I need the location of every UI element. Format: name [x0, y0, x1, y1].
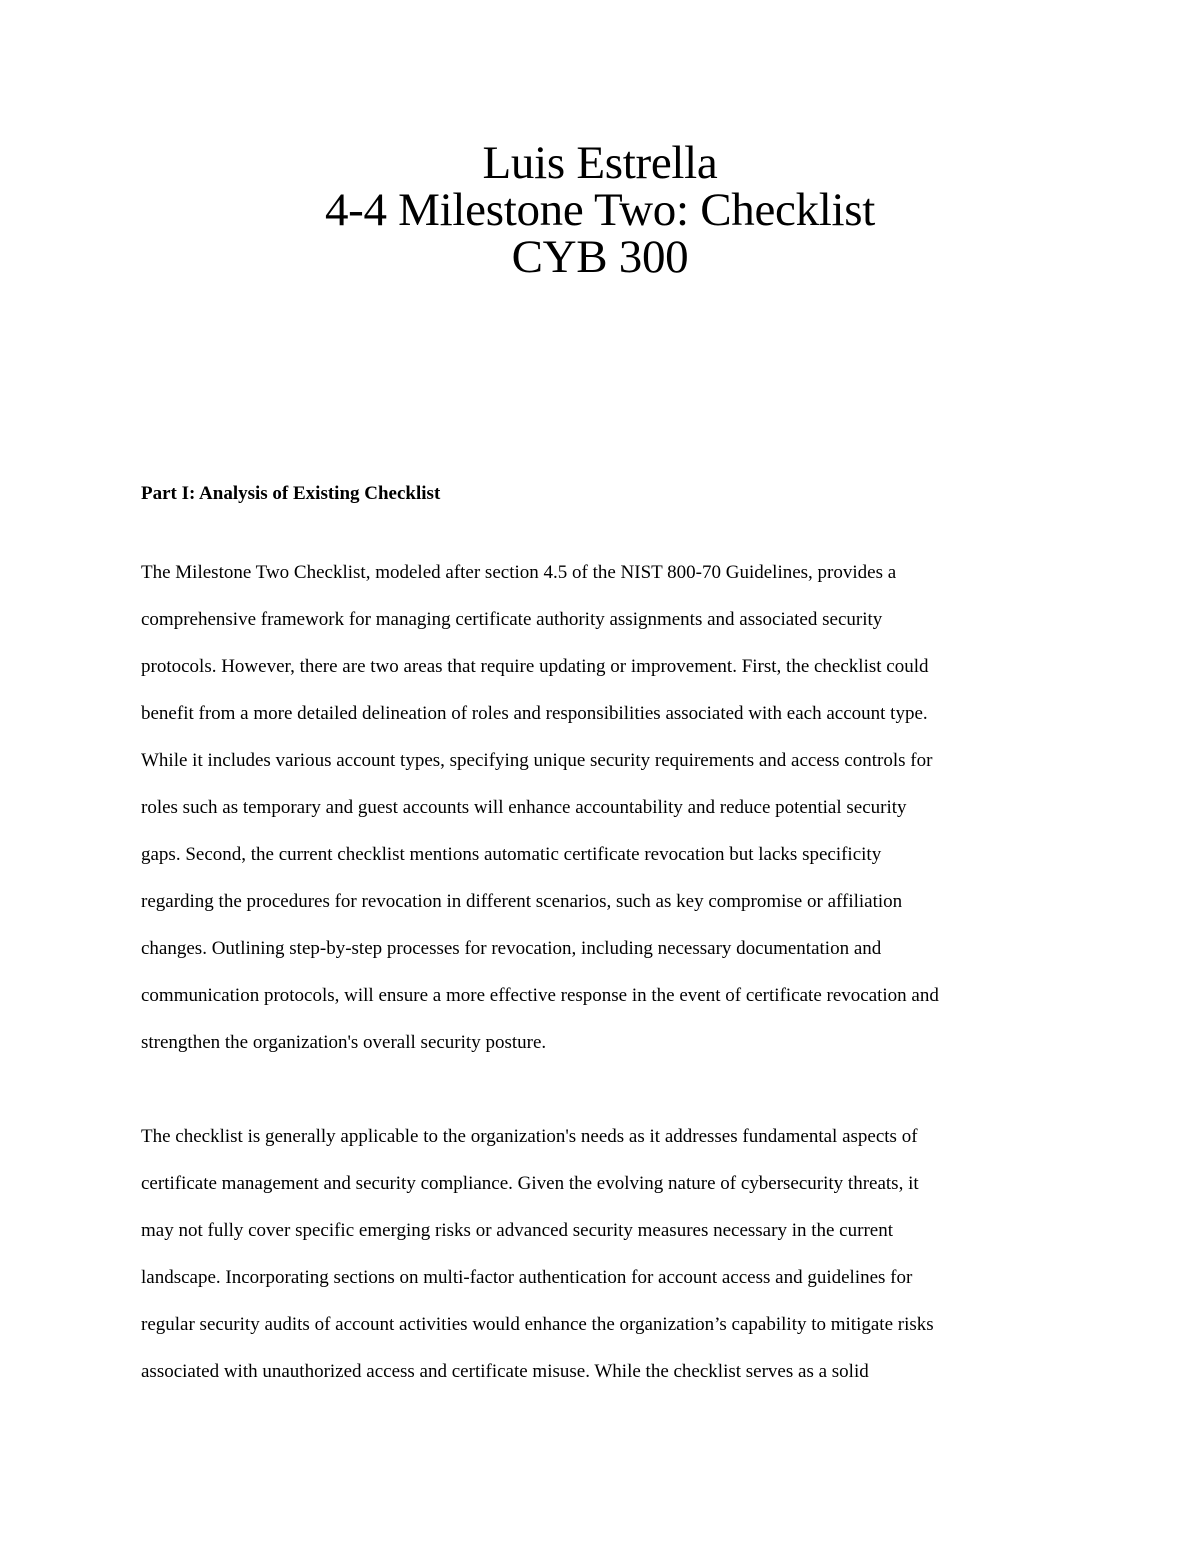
- paragraph-line: gaps. Second, the current checklist mentions automatic certificate revocation but lacks specificity: [141, 844, 882, 865]
- paragraph-line: protocols. However, there are two areas that require updating or improvement. First, the checklist could: [141, 656, 929, 677]
- author-name: Luis Estrella: [482, 137, 718, 189]
- paragraph-line: comprehensive framework for managing certificate authority assignments and associated security: [141, 609, 883, 630]
- paragraph-line: regarding the procedures for revocation in different scenarios, such as key compromise or affiliation: [141, 891, 903, 912]
- title-block: [0, 137, 1200, 283]
- paragraph-line: communication protocols, will ensure a more effective response in the event of certificate revocation and: [141, 985, 939, 1006]
- paragraph-line: certificate management and security compliance. Given the evolving nature of cybersecurity threats, it: [141, 1173, 919, 1194]
- paragraph-line: regular security audits of account activities would enhance the organization’s capability to mitigate risks: [141, 1314, 934, 1335]
- paragraph-line: roles such as temporary and guest accounts will enhance accountability and reduce potential security: [141, 797, 907, 818]
- paragraph-line: While it includes various account types, specifying unique security requirements and access controls for: [141, 750, 933, 771]
- paragraph-line: may not fully cover specific emerging risks or advanced security measures necessary in the current: [141, 1220, 893, 1241]
- paragraph-line: strengthen the organization's overall security posture.: [141, 1032, 547, 1053]
- paragraph-line: The Milestone Two Checklist, modeled after section 4.5 of the NIST 800-70 Guidelines, provides a: [141, 562, 897, 583]
- section-heading: Part I: Analysis of Existing Checklist: [141, 483, 441, 504]
- assignment-title: 4-4 Milestone Two: Checklist: [324, 184, 876, 236]
- paragraph-line: landscape. Incorporating sections on multi-factor authentication for account access and guidelines for: [141, 1267, 913, 1288]
- paragraph-line: benefit from a more detailed delineation of roles and responsibilities associated with each account type.: [141, 703, 928, 724]
- paragraph-line: changes. Outlining step-by-step processes for revocation, including necessary documentation and: [141, 938, 882, 959]
- course-code: CYB 300: [511, 231, 689, 283]
- paragraph-line: associated with unauthorized access and certificate misuse. While the checklist serves as a solid: [141, 1361, 869, 1382]
- paragraph-line: The checklist is generally applicable to the organization's needs as it addresses fundamental aspects of: [141, 1126, 918, 1147]
